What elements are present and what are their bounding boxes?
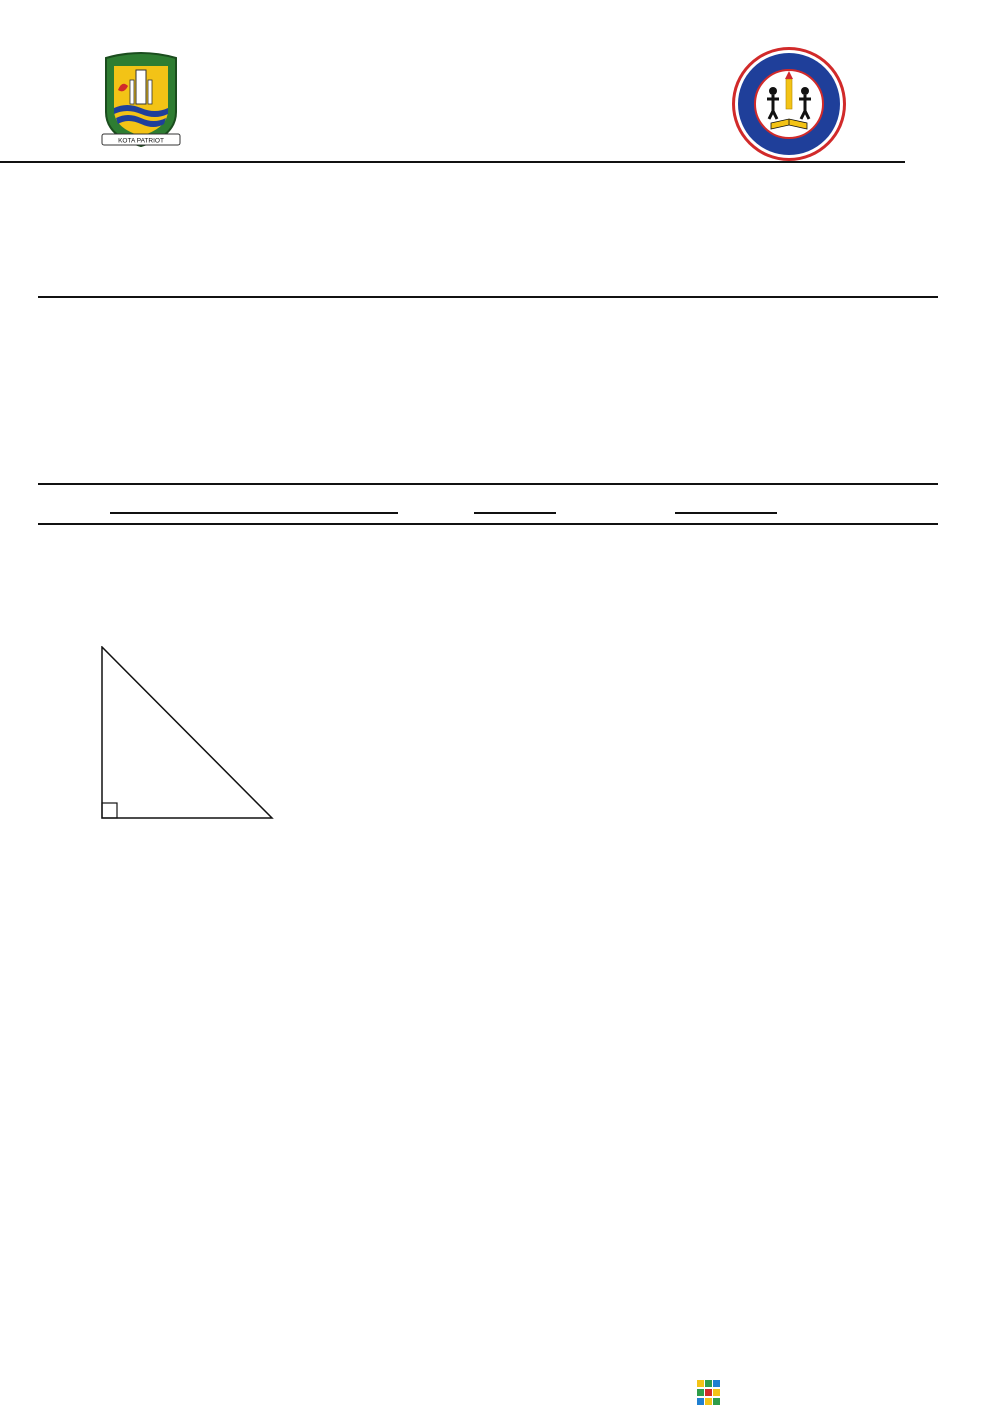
identity-divider xyxy=(38,523,938,525)
kelas-blank[interactable] xyxy=(474,512,556,514)
nama-blank[interactable] xyxy=(110,512,398,514)
right-triangle-figure xyxy=(100,646,276,822)
liveworksheets-grid-icon xyxy=(697,1380,721,1406)
school-emblem xyxy=(727,45,851,163)
header-divider xyxy=(0,161,905,163)
absen-blank[interactable] xyxy=(675,512,777,514)
bekasi-city-emblem xyxy=(100,50,182,150)
instructions-divider xyxy=(38,483,938,485)
info-divider xyxy=(38,296,938,298)
liveworksheets-logo[interactable] xyxy=(697,1378,727,1408)
left-logo-caption: KOTA PATRIOT xyxy=(118,137,164,145)
